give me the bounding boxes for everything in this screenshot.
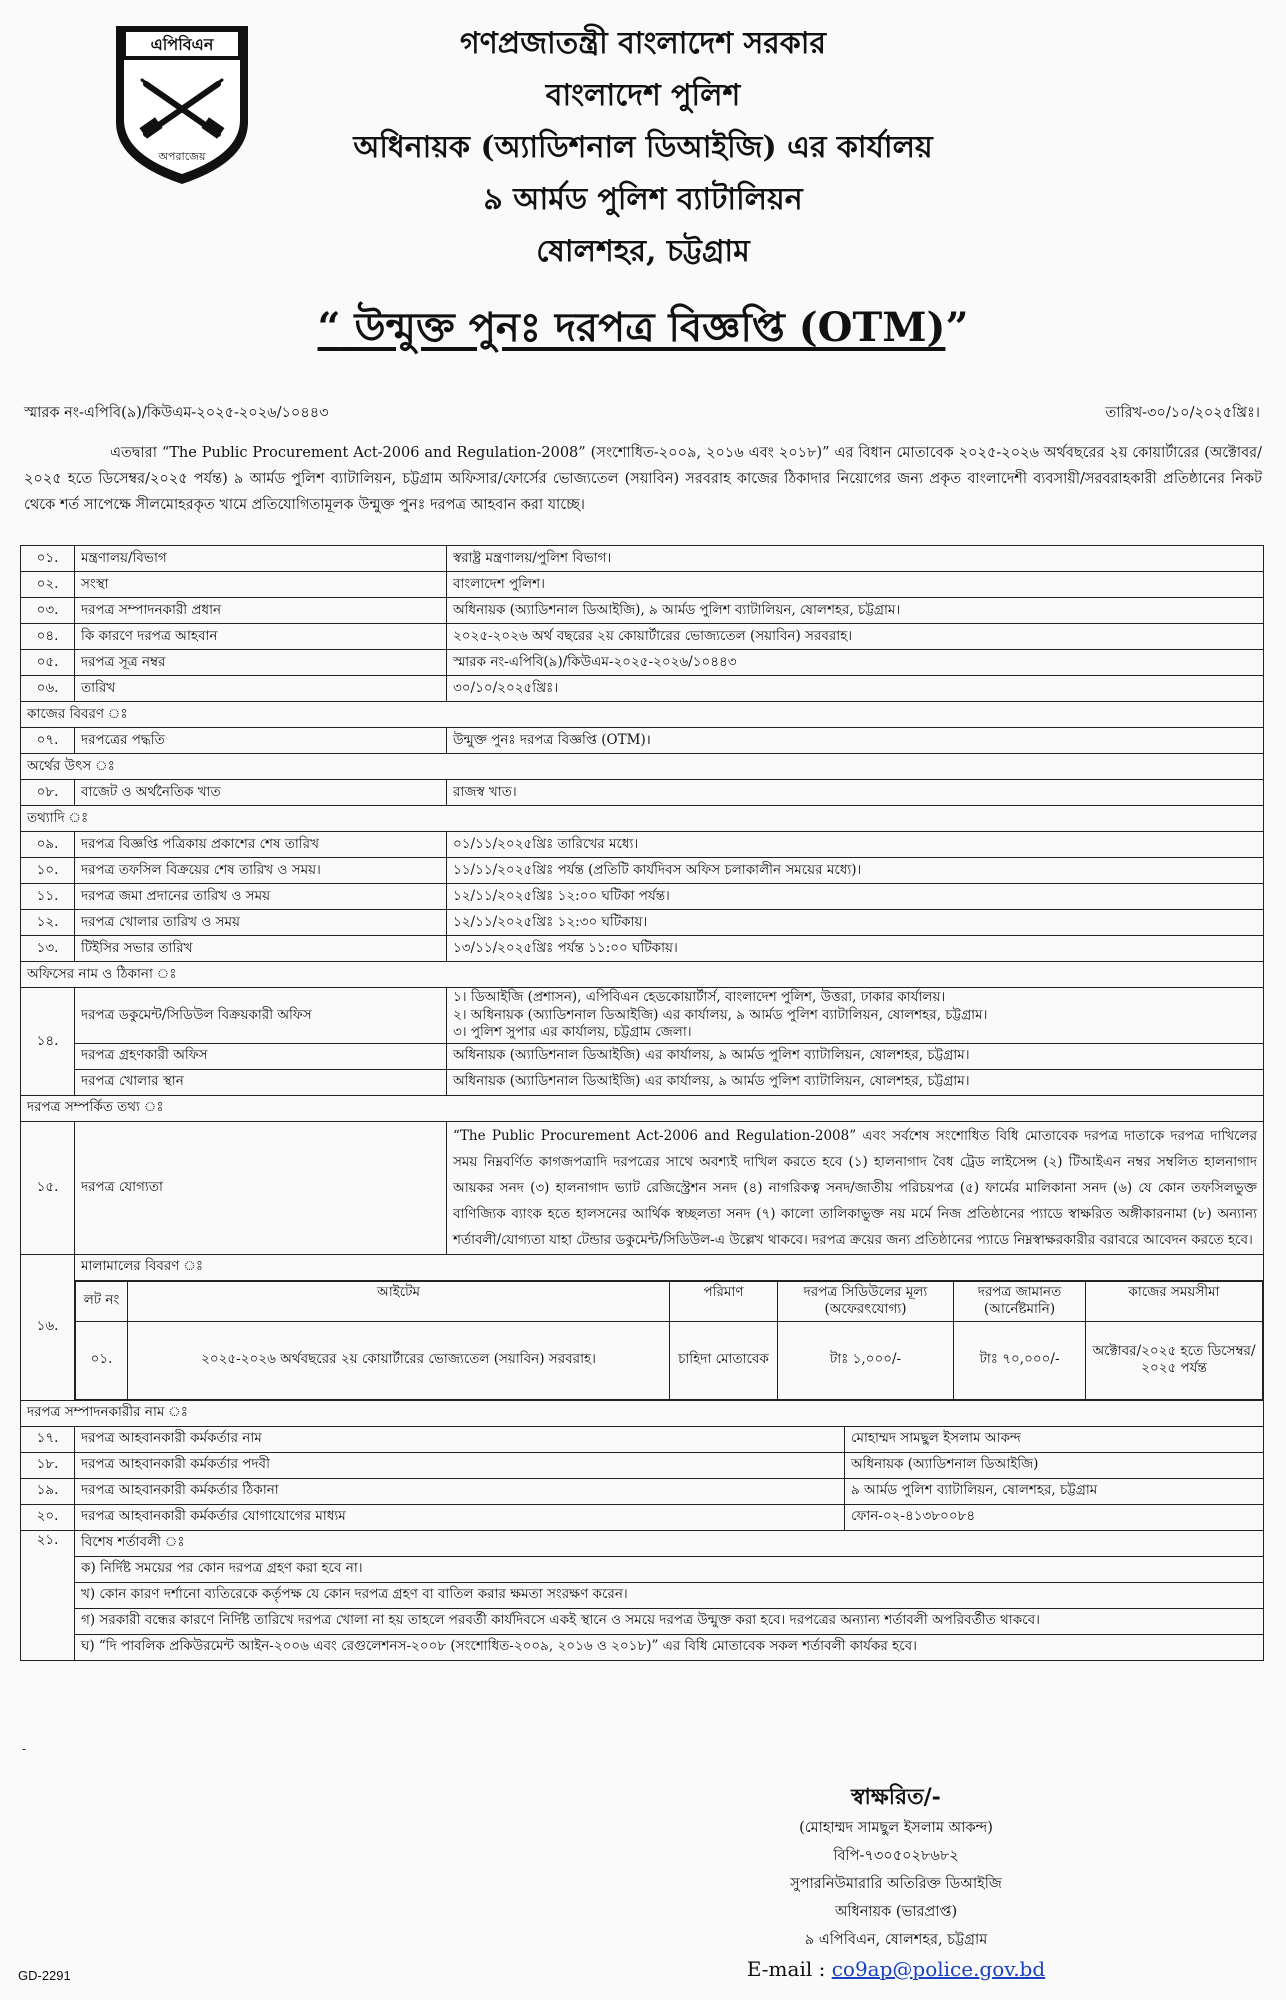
security-cell: টাঃ ৭০,০০০/-: [954, 1321, 1086, 1399]
table-row: [21, 1069, 1264, 1095]
label-cell: দরপত্র আহবানকারী কর্মকর্তার পদবী: [75, 1452, 845, 1478]
signatory-unit: ৯ এপিবিএন, ষোলশহর, চট্টগ্রাম: [804, 1932, 988, 1948]
table-row: [21, 780, 1264, 806]
govt-line: গণপ্রজাতন্ত্রী বাংলাদেশ সরকার: [460, 26, 826, 61]
table-row: [21, 1608, 1264, 1634]
value-cell: ১৩/১১/২০২৫খ্রিঃ পর্যন্ত ১১:০০ ঘটিকায়।: [447, 936, 1264, 962]
table-row: [21, 1634, 1264, 1660]
table-row: [21, 1043, 1264, 1069]
table-row: [21, 988, 1264, 1044]
office-line-2: ২। অধিনায়ক (অ্যাডিশনাল ডিআইজি) এর কার্যালয়, ৯ আর্মড পুলিশ ব্যাটালিয়ন, ষোলশহর, চট্টগ্রাম।: [453, 1006, 988, 1023]
table-row: [21, 1582, 1264, 1608]
value-cell: উন্মুক্ত পুনঃ দরপত্র বিজ্ঞপ্তি (OTM)।: [447, 728, 1264, 754]
col-security: দরপত্র জামানত (আর্নেষ্টমানি): [954, 1281, 1086, 1321]
serial-cell: ০৫.: [21, 650, 75, 676]
serial-cell: ১৪.: [21, 988, 75, 1096]
table-row: [21, 1452, 1264, 1478]
signature-block: [686, 1780, 1106, 1984]
label-cell: দরপত্র গ্রহণকারী অফিস: [75, 1043, 447, 1069]
label-cell: সংস্থা: [75, 572, 447, 598]
label-cell: তারিখ: [75, 676, 447, 702]
office-line-1: ১। ডিআইজি (প্রশাসন), এপিবিএন হেডকোয়ার্টার্স, বাংলাদেশ পুলিশ, উত্তরা, ঢাকার কার্যালয়।: [453, 989, 946, 1005]
signatory-post: অধিনায়ক (ভারপ্রাপ্ত): [834, 1904, 958, 1920]
col-qty: পরিমাণ: [670, 1281, 778, 1321]
value-cell: [447, 988, 1264, 1044]
title-close-quote: ”: [945, 304, 969, 351]
memo-number: স্মারক নং-এপিবি(৯)/কিউএম-২০২৫-২০২৬/১০৪৪৩: [24, 405, 329, 421]
serial-cell: ০৮.: [21, 780, 75, 806]
table-row: [21, 936, 1264, 962]
col-price: দরপত্র সিডিউলের মূল্য (অফেরৎযোগ্য): [778, 1281, 954, 1321]
value-cell: অধিনায়ক (অ্যাডিশনাল ডিআইজি): [844, 1452, 1263, 1478]
label-cell: দরপত্র তফসিল বিক্রয়ের শেষ তারিখ ও সময়।: [75, 858, 447, 884]
section-row: [21, 806, 1264, 832]
value-cell: মোহাম্মদ সামছুল ইসলাম আকন্দ: [844, 1426, 1263, 1452]
section-heading: কাজের বিবরণ ঃ: [21, 702, 1264, 728]
value-cell: ফোন-০২-৪১৩৮০০৮৪: [844, 1504, 1263, 1530]
section-heading: অফিসের নাম ও ঠিকানা ঃ: [21, 962, 1264, 988]
label-cell: দরপত্র খোলার স্থান: [75, 1069, 447, 1095]
value-cell: ৩০/১০/২০২৫খ্রিঃ।: [447, 676, 1264, 702]
items-cell: [75, 1280, 1264, 1400]
table-row: [21, 1254, 1264, 1280]
serial-cell: ১১.: [21, 884, 75, 910]
office-line-3: ৩। পুলিশ সুপার এর কার্যালয়, চট্টগ্রাম জেলা।: [453, 1024, 692, 1041]
value-cell: রাজস্ব খাত।: [447, 780, 1264, 806]
serial-cell: ১৮.: [21, 1452, 75, 1478]
signatory-rank: সুপারনিউমারারি অতিরিক্ত ডিআইজি: [790, 1876, 1002, 1892]
location-line: ষোলশহর, চট্টগ্রাম: [536, 234, 750, 269]
battalion-line: ৯ আর্মড পুলিশ ব্যাটালিয়ন: [483, 182, 803, 217]
table-row: [21, 676, 1264, 702]
table-row: [21, 832, 1264, 858]
serial-cell: ১৩.: [21, 936, 75, 962]
time-cell: অক্টোবর/২০২৫ হতে ডিসেম্বর/২০২৫ পর্যন্ত: [1086, 1321, 1263, 1399]
items-header-row: [76, 1281, 1263, 1321]
table-row: [21, 572, 1264, 598]
police-line: বাংলাদেশ পুলিশ: [545, 78, 741, 113]
items-table: [75, 1281, 1263, 1400]
table-row: [21, 1530, 1264, 1556]
label-cell: দরপত্র সূত্র নম্বর: [75, 650, 447, 676]
serial-cell: ২১.: [21, 1530, 75, 1660]
table-row: [21, 650, 1264, 676]
table-row: [21, 728, 1264, 754]
serial-cell: ১৭.: [21, 1426, 75, 1452]
logo-top-text: এপিবিএন: [150, 35, 214, 54]
serial-cell: ১৯.: [21, 1478, 75, 1504]
serial-cell: ১২.: [21, 910, 75, 936]
serial-cell: ১৫.: [21, 1121, 75, 1254]
logo-motto: অপরাজেয়: [158, 150, 206, 163]
serial-cell: ০১.: [21, 546, 75, 572]
section-row: [21, 1095, 1264, 1121]
table-row: [21, 1478, 1264, 1504]
section-heading: অর্থের উৎস ঃ: [21, 754, 1264, 780]
label-cell: বিশেষ শর্তাবলী ঃ: [75, 1530, 1264, 1556]
section-heading: তথ্যাদি ঃ: [21, 806, 1264, 832]
condition-item: ক) নির্দিষ্ট সময়ের পর কোন দরপত্র গ্রহণ করা হবে না।: [75, 1556, 1264, 1582]
table-row: [21, 1426, 1264, 1452]
serial-cell: ০২.: [21, 572, 75, 598]
label-cell: মন্ত্রণালয়/বিভাগ: [75, 546, 447, 572]
title-open-quote: “: [317, 304, 341, 351]
serial-cell: ২০.: [21, 1504, 75, 1530]
document-code: GD-2291: [18, 1968, 71, 1983]
condition-item: ঘ) “দি পাবলিক প্রকিউরমেন্ট আইন-২০০৬ এবং রেগুলেশনস-২০০৮ (সংশোধিত-২০০৯, ২০১৬ ও ২০১৮)” এর বিধি মোতাবেক সকল শর্তাবলী কার্যকর হবে।: [75, 1634, 1264, 1660]
value-cell: ১১/১১/২০২৫খ্রিঃ পর্যন্ত (প্রতিটি কার্যদিবস অফিস চলাকালীন সময়ের মধ্যে)।: [447, 858, 1264, 884]
office-line: অধিনায়ক (অ্যাডিশনাল ডিআইজি) এর কার্যালয়: [353, 130, 933, 165]
col-item: আইটেম: [128, 1281, 670, 1321]
signatory-bp: বিপি-৭৩০৫০২৮৬৮২: [833, 1848, 959, 1864]
letterhead: [0, 18, 1286, 278]
serial-cell: ০৭.: [21, 728, 75, 754]
serial-cell: ০৯.: [21, 832, 75, 858]
serial-cell: ১০.: [21, 858, 75, 884]
condition-item: খ) কোন কারণ দর্শানো ব্যতিরেকে কর্তৃপক্ষ যে কোন দরপত্র গ্রহণ বা বাতিল করার ক্ষমতা সংরক্ষণ করেন।: [75, 1582, 1264, 1608]
intro-paragraph: এতদ্বারা “The Public Procurement Act-2006 and Regulation-2008” (সংশোধিত-২০০৯, ২০১৬ এবং ২০১৮)” এর বিধান মোতাবেক ২০২৫-২০২৬ অর্থবছরের ২য় কোয়ার্টারের (অক্টোবর/২০২৫ হতে ডিসেম্বর/২০২৫ পর্যন্ত) ৯ আর্মড পুলিশ ব্যাটালিয়ন, চট্টগ্রাম অফিসার/ফোর্সের ভোজ্যতেল (সয়াবিন) সরবরাহ কাজের ঠিকাদার নিয়োগের জন্য প্রকৃত বাংলাদেশী ব্যবসায়ী/সরবরাহকারী প্রতিষ্ঠানের নিকট থেকে শর্ত সাপেক্ষে সীলমোহরকৃত খামে প্রতিযোগিতামূলক উন্মুক্ত পুনঃ দরপত্র আহবান করা যাচ্ছে।: [24, 445, 1262, 513]
table-row: [21, 1121, 1264, 1254]
section-heading: দরপত্র সম্পর্কিত তথ্য ঃ: [21, 1095, 1264, 1121]
col-time: কাজের সময়সীমা: [1086, 1281, 1263, 1321]
label-cell: দরপত্র সম্পাদনকারী প্রধান: [75, 598, 447, 624]
items-row: [76, 1321, 1263, 1399]
label-cell: কি কারণে দরপত্র আহবান: [75, 624, 447, 650]
qty-cell: চাহিদা মোতাবেক: [670, 1321, 778, 1399]
table-row: [21, 624, 1264, 650]
value-cell: অধিনায়ক (অ্যাডিশনাল ডিআইজি) এর কার্যালয়, ৯ আর্মড পুলিশ ব্যাটালিয়ন, ষোলশহর, চট্টগ্রাম।: [447, 1069, 1264, 1095]
table-row: [21, 858, 1264, 884]
signed-mark: স্বাক্ষরিত/-: [851, 1784, 941, 1810]
value-cell: ০১/১১/২০২৫খ্রিঃ তারিখের মধ্যে।: [447, 832, 1264, 858]
stray-dash: -: [22, 1742, 27, 1756]
condition-item: গ) সরকারী বন্ধের কারণে নির্দিষ্ট তারিখে দরপত্র খোলা না হয় তাহলে পরবর্তী কার্যদিবসে একই স্থানে ও সময়ে দরপত্র উন্মুক্ত করা হবে। দরপত্রের অন্যান্য শর্তাবলী অপরিবর্তীত থাকবে।: [75, 1608, 1264, 1634]
label-cell: দরপত্র আহবানকারী কর্মকর্তার নাম: [75, 1426, 845, 1452]
value-cell: বাংলাদেশ পুলিশ।: [447, 572, 1264, 598]
label-cell: দরপত্র আহবানকারী কর্মকর্তার ঠিকানা: [75, 1478, 845, 1504]
section-row: [21, 754, 1264, 780]
label-cell: টিইসির সভার তারিখ: [75, 936, 447, 962]
value-cell: ৯ আর্মড পুলিশ ব্যাটালিয়ন, ষোলশহর, চট্টগ্রাম: [844, 1478, 1263, 1504]
label-cell: বাজেট ও অর্থনৈতিক খাত: [75, 780, 447, 806]
price-cell: টাঃ ১,০০০/-: [778, 1321, 954, 1399]
label-cell: দরপত্র আহবানকারী কর্মকর্তার যোগাযোগের মাধ্যম: [75, 1504, 845, 1530]
title-text: উন্মুক্ত পুনঃ দরপত্র বিজ্ঞপ্তি (OTM): [354, 304, 946, 351]
serial-cell: ০৪.: [21, 624, 75, 650]
email-line: [686, 1954, 1106, 1984]
table-row: [21, 1556, 1264, 1582]
table-row: [21, 910, 1264, 936]
value-cell: ১২/১১/২০২৫খ্রিঃ ১২:৩০ ঘটিকায়।: [447, 910, 1264, 936]
label-cell: মালামালের বিবরণ ঃ: [75, 1254, 1264, 1280]
serial-cell: ০৩.: [21, 598, 75, 624]
item-cell: ২০২৫-২০২৬ অর্থবছরের ২য় কোয়ার্টারের ভোজ্যতেল (সয়াবিন) সরবরাহ।: [128, 1321, 670, 1399]
serial-cell: ১৬.: [21, 1254, 75, 1400]
table-row: [21, 884, 1264, 910]
serial-cell: ০৬.: [21, 676, 75, 702]
value-cell: ২০২৫-২০২৬ অর্থ বছরের ২য় কোয়ার্টারের ভোজ্যতেল (সয়াবিন) সরবরাহ।: [447, 624, 1264, 650]
label-cell: দরপত্র ডকুমেন্ট/সিডিউল বিক্রয়কারী অফিস: [75, 988, 447, 1044]
value-cell: স্মারক নং-এপিবি(৯)/কিউএম-২০২৫-২০২৬/১০৪৪৩: [447, 650, 1264, 676]
table-row: [21, 546, 1264, 572]
table-row: [21, 1504, 1264, 1530]
table-row: [21, 1280, 1264, 1400]
email-label: E-mail :: [746, 1957, 832, 1981]
section-row: [21, 962, 1264, 988]
label-cell: দরপত্র বিজ্ঞপ্তি পত্রিকায় প্রকাশের শেষ তারিখ: [75, 832, 447, 858]
value-cell: স্বরাষ্ট্র মন্ত্রণালয়/পুলিশ বিভাগ।: [447, 546, 1264, 572]
section-row: [21, 702, 1264, 728]
label-cell: দরপত্র যোগ্যতা: [75, 1121, 447, 1254]
memo-date: তারিখ-৩০/১০/২০২৫খ্রিঃ।: [1105, 405, 1260, 421]
value-cell: অধিনায়ক (অ্যাডিশনাল ডিআইজি), ৯ আর্মড পুলিশ ব্যাটালিয়ন, ষোলশহর, চট্টগ্রাম।: [447, 598, 1264, 624]
email-link[interactable]: co9ap@police.gov.bd: [831, 1957, 1046, 1981]
value-cell: ১২/১১/২০২৫খ্রিঃ ১২:০০ ঘটিকা পর্যন্ত।: [447, 884, 1264, 910]
section-row: [21, 1400, 1264, 1426]
label-cell: দরপত্রের পদ্ধতি: [75, 728, 447, 754]
section-heading: দরপত্র সম্পাদনকারীর নাম ঃ: [21, 1400, 1264, 1426]
value-cell: অধিনায়ক (অ্যাডিশনাল ডিআইজি) এর কার্যালয়, ৯ আর্মড পুলিশ ব্যাটালিয়ন, ষোলশহর, চট্টগ্রাম।: [447, 1043, 1264, 1069]
notice-title: [0, 300, 1286, 356]
label-cell: দরপত্র জমা প্রদানের তারিখ ও সময়: [75, 884, 447, 910]
table-row: [21, 598, 1264, 624]
signatory-name: (মোহাম্মদ সামছুল ইসলাম আকন্দ): [799, 1820, 993, 1836]
label-cell: দরপত্র খোলার তারিখ ও সময়: [75, 910, 447, 936]
lot-cell: ০১.: [76, 1321, 128, 1399]
eligibility-text: “The Public Procurement Act-2006 and Regulation-2008” এবং সর্বশেষ সংশোধিত বিধি মোতাবেক দরপত্র দাতাকে দরপত্র দাখিলের সময় নিম্নবর্ণিত কাগজপত্রাদি দরপত্রের সাথে অবশ্যই দাখিল করতে হবে (১) হালনাগাদ বৈধ ট্রেড লাইসেন্স (২) টিআইএন নম্বর সম্বলিত হালনাগাদ আয়কর সনদ (৩) হালনাগাদ ভ্যাট রেজিস্ট্রেশন সনদ (৪) নাগরিকত্ব সনদ/জাতীয় পরিচয়পত্র (৫) ফার্মের মালিকানা সনদ (৬) যে কোন তফসিলভুক্ত বাণিজ্যিক ব্যাংক হতে হালসনের আর্থিক স্বচ্ছলতা সনদ (৭) কালো তালিকাভুক্ত নয় মর্মে নিজ প্রতিষ্ঠানের প্যাডে স্বাক্ষরিত অঙ্গীকারনামা (৮) অন্যান্য শর্তাবলী/যোগ্যতা যাহা টেন্ডার ডকুমেন্ট/সিডিউল-এ উল্লেখ থাকবে। দরপত্র ক্রয়ের জন্য প্রতিষ্ঠানের প্যাডে নিম্নস্বাক্ষরকারীর বরাবরে আবেদন করতে হবে।: [447, 1121, 1264, 1254]
col-lot: লট নং: [76, 1281, 128, 1321]
tender-info-table: [20, 545, 1264, 1661]
